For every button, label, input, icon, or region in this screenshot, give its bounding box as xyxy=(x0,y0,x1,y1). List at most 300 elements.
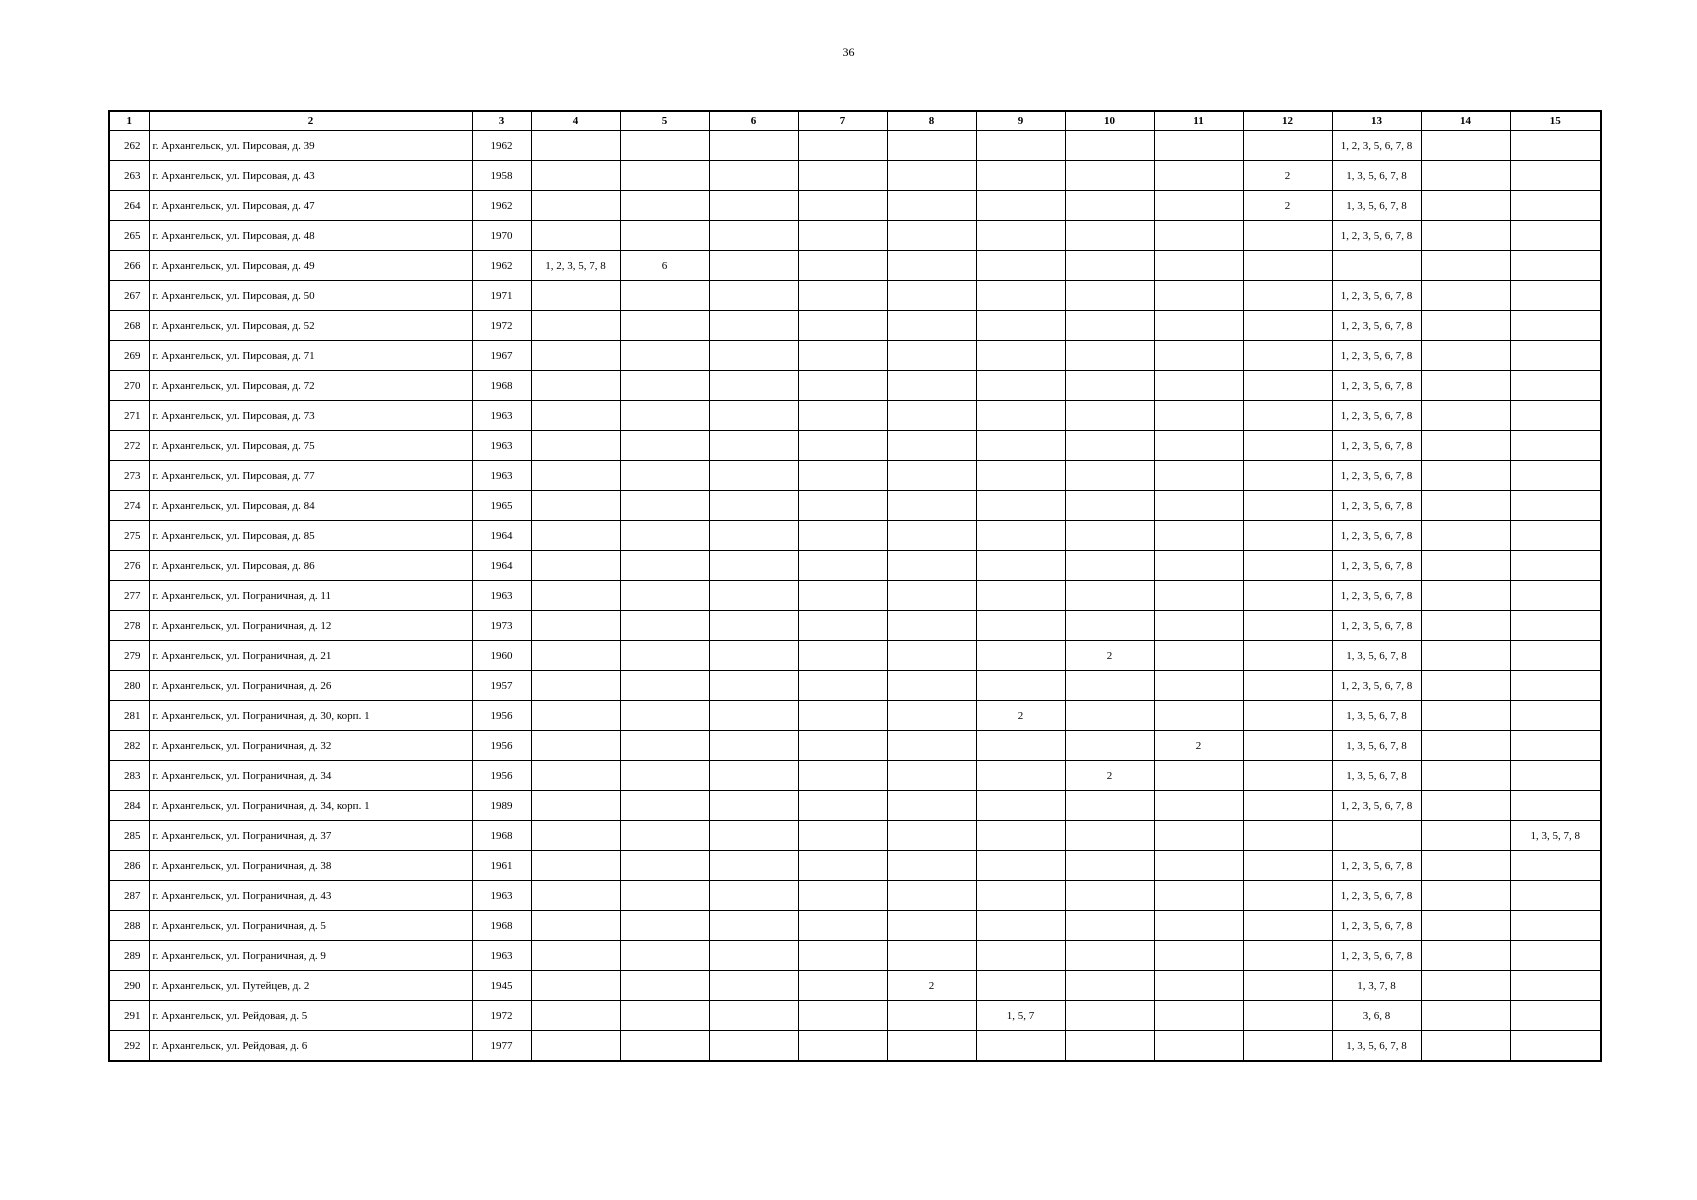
table-cell xyxy=(531,911,620,941)
table-cell xyxy=(1243,851,1332,881)
table-cell xyxy=(887,401,976,431)
table-cell xyxy=(709,551,798,581)
table-cell xyxy=(1154,701,1243,731)
table-cell: 2 xyxy=(1243,191,1332,221)
column-header-3: 3 xyxy=(472,111,531,131)
table-cell xyxy=(531,821,620,851)
table-cell: 1, 3, 5, 7, 8 xyxy=(1510,821,1601,851)
row-number-cell: 288 xyxy=(109,911,149,941)
table-cell xyxy=(1065,521,1154,551)
table-cell xyxy=(1065,551,1154,581)
table-cell xyxy=(620,401,709,431)
address-cell: г. Архангельск, ул. Пирсовая, д. 50 xyxy=(149,281,472,311)
row-number-cell: 292 xyxy=(109,1031,149,1062)
table-row xyxy=(109,701,1601,731)
table-cell xyxy=(976,971,1065,1001)
table-cell xyxy=(709,821,798,851)
table-cell xyxy=(1154,941,1243,971)
table-cell: 1, 2, 3, 5, 7, 8 xyxy=(531,251,620,281)
table-cell xyxy=(1421,821,1510,851)
table-cell xyxy=(887,911,976,941)
table-cell xyxy=(1065,791,1154,821)
table-cell: 1, 2, 3, 5, 6, 7, 8 xyxy=(1332,461,1421,491)
table-cell xyxy=(976,311,1065,341)
table-cell xyxy=(887,761,976,791)
column-header-6: 6 xyxy=(709,111,798,131)
column-header-7: 7 xyxy=(798,111,887,131)
table-cell: 1, 2, 3, 5, 6, 7, 8 xyxy=(1332,911,1421,941)
row-number-cell: 289 xyxy=(109,941,149,971)
table-cell xyxy=(1421,971,1510,1001)
table-cell xyxy=(620,461,709,491)
table-cell: 2 xyxy=(1065,761,1154,791)
table-cell xyxy=(620,911,709,941)
year-cell: 1957 xyxy=(472,671,531,701)
table-cell xyxy=(798,251,887,281)
table-cell xyxy=(620,521,709,551)
table-cell: 3, 6, 8 xyxy=(1332,1001,1421,1031)
column-header-10: 10 xyxy=(1065,111,1154,131)
table-cell xyxy=(1154,551,1243,581)
year-cell: 1964 xyxy=(472,551,531,581)
table-cell xyxy=(620,131,709,161)
table-cell xyxy=(531,611,620,641)
table-cell: 1, 3, 5, 6, 7, 8 xyxy=(1332,641,1421,671)
table-cell xyxy=(1065,971,1154,1001)
table-cell: 1, 2, 3, 5, 6, 7, 8 xyxy=(1332,131,1421,161)
row-number-cell: 267 xyxy=(109,281,149,311)
table-cell xyxy=(709,311,798,341)
table-cell xyxy=(976,371,1065,401)
table-row xyxy=(109,1031,1601,1062)
table-cell xyxy=(1510,131,1601,161)
table-cell xyxy=(620,821,709,851)
table-cell: 1, 5, 7 xyxy=(976,1001,1065,1031)
table-cell xyxy=(1243,551,1332,581)
row-number-cell: 275 xyxy=(109,521,149,551)
table-cell xyxy=(1332,821,1421,851)
column-header-9: 9 xyxy=(976,111,1065,131)
table-cell xyxy=(709,851,798,881)
table-cell xyxy=(1510,281,1601,311)
table-cell xyxy=(531,281,620,311)
year-cell: 1958 xyxy=(472,161,531,191)
table-cell xyxy=(531,761,620,791)
table-cell xyxy=(1065,221,1154,251)
table-cell xyxy=(1510,671,1601,701)
table-cell xyxy=(709,941,798,971)
table-cell xyxy=(1243,431,1332,461)
table-cell xyxy=(1065,431,1154,461)
table-cell xyxy=(1065,131,1154,161)
address-cell: г. Архангельск, ул. Пирсовая, д. 72 xyxy=(149,371,472,401)
address-cell: г. Архангельск, ул. Пирсовая, д. 47 xyxy=(149,191,472,221)
table-cell xyxy=(1154,851,1243,881)
table-cell xyxy=(620,581,709,611)
table-cell xyxy=(798,881,887,911)
table-cell xyxy=(1154,461,1243,491)
table-cell xyxy=(709,341,798,371)
address-cell: г. Архангельск, ул. Рейдовая, д. 6 xyxy=(149,1031,472,1062)
table-cell xyxy=(531,971,620,1001)
column-header-13: 13 xyxy=(1332,111,1421,131)
address-cell: г. Архангельск, ул. Пирсовая, д. 75 xyxy=(149,431,472,461)
table-cell xyxy=(709,491,798,521)
table-cell: 1, 2, 3, 5, 6, 7, 8 xyxy=(1332,881,1421,911)
table-cell xyxy=(709,701,798,731)
table-row xyxy=(109,491,1601,521)
table-cell xyxy=(1510,761,1601,791)
row-number-cell: 272 xyxy=(109,431,149,461)
table-cell xyxy=(531,581,620,611)
year-cell: 1961 xyxy=(472,851,531,881)
column-header-8: 8 xyxy=(887,111,976,131)
table-cell xyxy=(1065,941,1154,971)
table-cell xyxy=(1154,641,1243,671)
table-cell xyxy=(709,251,798,281)
address-cell: г. Архангельск, ул. Пограничная, д. 9 xyxy=(149,941,472,971)
table-cell xyxy=(1421,161,1510,191)
table-cell xyxy=(798,581,887,611)
table-row xyxy=(109,671,1601,701)
table-cell xyxy=(1243,761,1332,791)
table-row xyxy=(109,251,1601,281)
table-cell: 1, 2, 3, 5, 6, 7, 8 xyxy=(1332,941,1421,971)
table-cell xyxy=(887,581,976,611)
address-cell: г. Архангельск, ул. Пирсовая, д. 43 xyxy=(149,161,472,191)
table-cell xyxy=(531,941,620,971)
table-cell xyxy=(976,821,1065,851)
table-cell xyxy=(1065,191,1154,221)
table-cell xyxy=(798,791,887,821)
table-cell xyxy=(1154,881,1243,911)
table-cell xyxy=(531,641,620,671)
table-cell xyxy=(887,821,976,851)
table-cell xyxy=(976,881,1065,911)
address-cell: г. Архангельск, ул. Пограничная, д. 32 xyxy=(149,731,472,761)
table-cell xyxy=(709,731,798,761)
table-cell xyxy=(709,371,798,401)
year-cell: 1945 xyxy=(472,971,531,1001)
table-cell xyxy=(1065,341,1154,371)
table-cell xyxy=(709,911,798,941)
table-cell xyxy=(1421,1001,1510,1031)
table-cell xyxy=(1510,1001,1601,1031)
table-cell xyxy=(1065,911,1154,941)
table-cell xyxy=(798,971,887,1001)
table-cell xyxy=(976,251,1065,281)
row-number-cell: 278 xyxy=(109,611,149,641)
table-cell xyxy=(1510,701,1601,731)
table-cell xyxy=(1421,341,1510,371)
year-cell: 1972 xyxy=(472,311,531,341)
table-cell xyxy=(531,401,620,431)
table-cell xyxy=(1510,971,1601,1001)
row-number-cell: 279 xyxy=(109,641,149,671)
table-cell xyxy=(1243,581,1332,611)
table-cell xyxy=(1332,251,1421,281)
table-cell xyxy=(1510,881,1601,911)
table-cell xyxy=(1154,1031,1243,1062)
table-cell xyxy=(1154,821,1243,851)
table-cell xyxy=(1154,911,1243,941)
table-cell: 1, 2, 3, 5, 6, 7, 8 xyxy=(1332,371,1421,401)
row-number-cell: 273 xyxy=(109,461,149,491)
address-cell: г. Архангельск, ул. Пограничная, д. 37 xyxy=(149,821,472,851)
table-cell xyxy=(709,1031,798,1062)
table-row xyxy=(109,221,1601,251)
table-cell xyxy=(1510,941,1601,971)
table-cell: 1, 2, 3, 5, 6, 7, 8 xyxy=(1332,491,1421,521)
table-cell xyxy=(1243,731,1332,761)
table-cell xyxy=(531,521,620,551)
table-cell xyxy=(1510,431,1601,461)
table-cell: 2 xyxy=(1154,731,1243,761)
table-cell xyxy=(1065,671,1154,701)
table-cell xyxy=(798,371,887,401)
row-number-cell: 270 xyxy=(109,371,149,401)
table-row xyxy=(109,311,1601,341)
table-cell xyxy=(1421,581,1510,611)
table-cell xyxy=(976,851,1065,881)
table-row xyxy=(109,371,1601,401)
table-cell xyxy=(798,731,887,761)
table-row xyxy=(109,131,1601,161)
table-cell xyxy=(798,671,887,701)
table-cell xyxy=(1421,731,1510,761)
table-cell xyxy=(620,731,709,761)
table-cell: 2 xyxy=(976,701,1065,731)
table-cell xyxy=(709,521,798,551)
table-cell xyxy=(1154,671,1243,701)
table-cell xyxy=(798,431,887,461)
table-cell xyxy=(1421,761,1510,791)
address-cell: г. Архангельск, ул. Пирсовая, д. 85 xyxy=(149,521,472,551)
address-cell: г. Архангельск, ул. Пограничная, д. 5 xyxy=(149,911,472,941)
table-cell: 1, 2, 3, 5, 6, 7, 8 xyxy=(1332,281,1421,311)
address-cell: г. Архангельск, ул. Пирсовая, д. 73 xyxy=(149,401,472,431)
table-cell xyxy=(620,761,709,791)
table-cell: 1, 2, 3, 5, 6, 7, 8 xyxy=(1332,521,1421,551)
table-cell xyxy=(887,311,976,341)
table-cell xyxy=(887,1031,976,1062)
table-cell xyxy=(976,761,1065,791)
table-cell xyxy=(709,401,798,431)
table-cell xyxy=(620,191,709,221)
table-cell xyxy=(1421,701,1510,731)
row-number-cell: 284 xyxy=(109,791,149,821)
row-number-cell: 283 xyxy=(109,761,149,791)
table-cell xyxy=(887,701,976,731)
table-cell xyxy=(709,881,798,911)
table-cell xyxy=(976,281,1065,311)
table-cell xyxy=(976,221,1065,251)
address-cell: г. Архангельск, ул. Пирсовая, д. 52 xyxy=(149,311,472,341)
table-cell xyxy=(1510,851,1601,881)
table-cell xyxy=(620,611,709,641)
year-cell: 1968 xyxy=(472,371,531,401)
table-cell xyxy=(1421,671,1510,701)
table-cell xyxy=(976,161,1065,191)
table-cell: 1, 2, 3, 5, 6, 7, 8 xyxy=(1332,401,1421,431)
table-cell xyxy=(1154,191,1243,221)
table-cell xyxy=(887,641,976,671)
address-cell: г. Архангельск, ул. Пирсовая, д. 71 xyxy=(149,341,472,371)
year-cell: 1971 xyxy=(472,281,531,311)
table-cell xyxy=(1154,281,1243,311)
table-cell xyxy=(620,341,709,371)
table-cell xyxy=(887,191,976,221)
table-cell xyxy=(798,461,887,491)
year-cell: 1962 xyxy=(472,251,531,281)
address-cell: г. Архангельск, ул. Пограничная, д. 43 xyxy=(149,881,472,911)
table-cell xyxy=(976,791,1065,821)
table-cell xyxy=(531,671,620,701)
table-cell xyxy=(1065,851,1154,881)
table-cell xyxy=(887,1001,976,1031)
table-row xyxy=(109,341,1601,371)
table-cell xyxy=(976,461,1065,491)
table-cell xyxy=(709,641,798,671)
table-cell xyxy=(976,641,1065,671)
table-cell xyxy=(887,251,976,281)
table-cell xyxy=(1421,461,1510,491)
table-row xyxy=(109,551,1601,581)
table-cell xyxy=(1421,401,1510,431)
table-cell xyxy=(798,1001,887,1031)
table-cell xyxy=(887,671,976,701)
table-cell xyxy=(1510,581,1601,611)
table-cell xyxy=(887,521,976,551)
table-cell xyxy=(1065,581,1154,611)
table-cell xyxy=(620,941,709,971)
table-cell xyxy=(620,431,709,461)
table-cell xyxy=(976,491,1065,521)
table-cell xyxy=(798,221,887,251)
address-cell: г. Архангельск, ул. Рейдовая, д. 5 xyxy=(149,1001,472,1031)
table-cell xyxy=(531,701,620,731)
column-header-1: 1 xyxy=(109,111,149,131)
table-row xyxy=(109,431,1601,461)
table-cell xyxy=(798,851,887,881)
column-header-14: 14 xyxy=(1421,111,1510,131)
row-number-cell: 262 xyxy=(109,131,149,161)
table-cell xyxy=(887,491,976,521)
table-cell xyxy=(709,791,798,821)
table-cell xyxy=(1243,341,1332,371)
row-number-cell: 291 xyxy=(109,1001,149,1031)
year-cell: 1964 xyxy=(472,521,531,551)
table-cell xyxy=(1243,371,1332,401)
table-cell xyxy=(709,581,798,611)
table-cell xyxy=(1065,1001,1154,1031)
table-cell xyxy=(1243,881,1332,911)
address-cell: г. Архангельск, ул. Пирсовая, д. 49 xyxy=(149,251,472,281)
table-row xyxy=(109,971,1601,1001)
table-cell xyxy=(1421,521,1510,551)
table-cell: 1, 2, 3, 5, 6, 7, 8 xyxy=(1332,581,1421,611)
table-cell xyxy=(1154,761,1243,791)
table-cell: 1, 2, 3, 5, 6, 7, 8 xyxy=(1332,431,1421,461)
table-cell xyxy=(620,881,709,911)
table-cell: 1, 2, 3, 5, 6, 7, 8 xyxy=(1332,671,1421,701)
table-cell xyxy=(1243,311,1332,341)
table-row xyxy=(109,161,1601,191)
table-cell xyxy=(1510,611,1601,641)
table-cell xyxy=(1154,971,1243,1001)
table-cell xyxy=(709,761,798,791)
table-cell xyxy=(1065,371,1154,401)
table-cell xyxy=(887,221,976,251)
column-header-2: 2 xyxy=(149,111,472,131)
table-cell xyxy=(1154,1001,1243,1031)
table-cell xyxy=(887,281,976,311)
table-cell xyxy=(709,431,798,461)
table-row xyxy=(109,911,1601,941)
row-number-cell: 285 xyxy=(109,821,149,851)
year-cell: 1962 xyxy=(472,191,531,221)
row-number-cell: 287 xyxy=(109,881,149,911)
table-cell xyxy=(1065,491,1154,521)
address-cell: г. Архангельск, ул. Пограничная, д. 38 xyxy=(149,851,472,881)
table-cell xyxy=(1154,341,1243,371)
address-cell: г. Архангельск, ул. Пирсовая, д. 39 xyxy=(149,131,472,161)
table-cell xyxy=(531,371,620,401)
table-cell xyxy=(531,431,620,461)
address-cell: г. Архангельск, ул. Пограничная, д. 34 xyxy=(149,761,472,791)
table-cell xyxy=(976,341,1065,371)
table-cell xyxy=(798,521,887,551)
table-cell xyxy=(1065,611,1154,641)
table-cell xyxy=(620,971,709,1001)
table-row xyxy=(109,851,1601,881)
address-cell: г. Архангельск, ул. Пирсовая, д. 77 xyxy=(149,461,472,491)
table-cell xyxy=(620,701,709,731)
table-cell xyxy=(1065,461,1154,491)
table-cell xyxy=(1421,131,1510,161)
table-cell: 2 xyxy=(1065,641,1154,671)
table-cell xyxy=(531,791,620,821)
address-cell: г. Архангельск, ул. Пограничная, д. 21 xyxy=(149,641,472,671)
table-cell xyxy=(1421,371,1510,401)
table-cell xyxy=(798,611,887,641)
row-number-cell: 266 xyxy=(109,251,149,281)
header-row xyxy=(109,111,1601,131)
table-cell xyxy=(1243,401,1332,431)
table-cell xyxy=(798,1031,887,1062)
table-cell xyxy=(1243,911,1332,941)
table-cell: 1, 2, 3, 5, 6, 7, 8 xyxy=(1332,611,1421,641)
table-row xyxy=(109,761,1601,791)
table-cell xyxy=(620,221,709,251)
table-cell xyxy=(1065,701,1154,731)
row-number-cell: 269 xyxy=(109,341,149,371)
table-cell xyxy=(798,911,887,941)
table-cell xyxy=(1243,611,1332,641)
table-cell xyxy=(709,191,798,221)
address-cell: г. Архангельск, ул. Пограничная, д. 30, корп. 1 xyxy=(149,701,472,731)
year-cell: 1968 xyxy=(472,821,531,851)
housing-register-table xyxy=(108,110,1602,1062)
year-cell: 1963 xyxy=(472,461,531,491)
table-cell xyxy=(1154,371,1243,401)
row-number-cell: 271 xyxy=(109,401,149,431)
year-cell: 1963 xyxy=(472,581,531,611)
address-cell: г. Архангельск, ул. Пирсовая, д. 86 xyxy=(149,551,472,581)
table-cell xyxy=(1154,791,1243,821)
table-cell xyxy=(1421,221,1510,251)
table-cell xyxy=(531,461,620,491)
